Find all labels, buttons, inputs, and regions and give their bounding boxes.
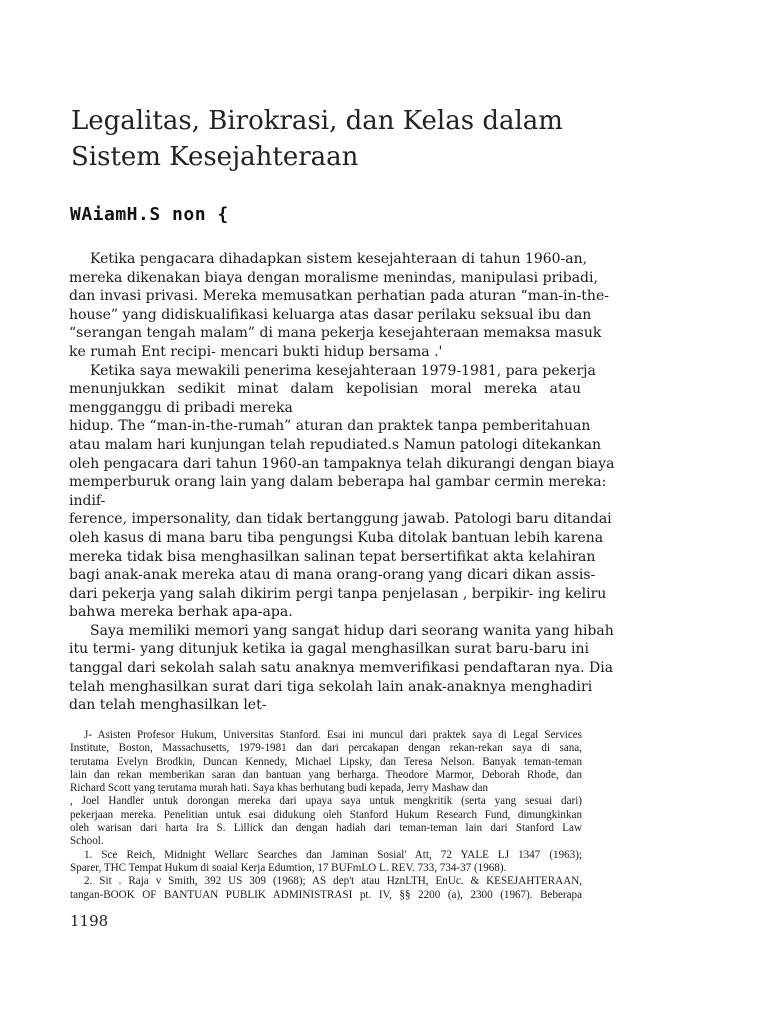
body-line: dari pekerja yang salah dikirim pergi tanpa penjelasan , berpikir- ing keliru xyxy=(69,585,607,602)
footnote-line: Sparer, THC Tempat Hukum di soaial Kerja Edumtion, 17 BUFmLO L. REV. 733, 734-37 (1968). xyxy=(70,861,507,874)
body-line: oleh pengacara dari tahun 1960-an tampaknya telah dikurangi dengan biaya xyxy=(69,455,615,472)
body-line: oleh kasus di mana baru tiba pengungsi Kuba ditolak bantuan lebih karena xyxy=(69,529,604,546)
title-line: Sistem Kesejahteraan xyxy=(71,142,359,172)
body-line: hidup. The “man-in-the-rumah” aturan dan praktek tanpa pemberitahuan xyxy=(69,418,591,435)
body-line: ference, impersonality, dan tidak bertanggung jawab. Patologi baru ditandai xyxy=(69,511,612,528)
footnote-line: 1. Sce Reich, Midnight Wellarc Searches dan Jaminan Sosial' Att, 72 YALE LJ 1347 (1963); xyxy=(84,848,582,861)
body-line: Saya memiliki memori yang sangat hidup dari seorang wanita yang hibah xyxy=(90,622,614,639)
footnote-line: lain dan rekan memberikan saran dan bantuan yang berharga. Theodore Marmor, Deborah Rhode, dan xyxy=(70,768,582,781)
body-line: menunjukkan sedikit minat dalam kepolisian moral mereka atau xyxy=(69,381,581,398)
page-number: 1198 xyxy=(70,912,109,930)
body-line: Ketika saya mewakili penerima kesejahteraan 1979-1981, para pekerja xyxy=(90,362,596,379)
footnote-line: Richard Scott yang terutama murah hati. Saya khas berhutang budi kepada, Jerry Mashaw dan xyxy=(70,782,489,795)
footnote-line: Institute, Boston, Massachusetts, 1979-1981 dan dari percakapan dengan rekan-rekan saya di sana, xyxy=(70,742,582,755)
body-line: itu termi- yang ditunjuk ketika ia gagal menghasilkan surat baru-baru ini xyxy=(69,641,589,658)
body-line: atau malam hari kunjungan telah repudiated.s Namun patologi ditekankan xyxy=(69,436,602,453)
footnote-line: tangan-BOOK OF BANTUAN PUBLIK ADMINISTRASI pt. IV, §§ 2200 (a), 2300 (1967). Beberapa xyxy=(70,888,582,901)
body-line: tanggal dari sekolah salah satu anaknya memverifikasi pendaftaran nya. Dia xyxy=(69,660,614,677)
body-line: mereka tidak bisa menghasilkan salinan tepat bersertifikat akta kelahiran xyxy=(69,548,596,565)
body-line: dan telah menghasilkan let- xyxy=(69,697,267,714)
footnote-line: J- Asisten Profesor Hukum, Universitas Stanford. Esai ini muncul dari praktek saya di Legal Services xyxy=(84,729,582,741)
body-line: bahwa mereka berhak apa-apa. xyxy=(69,604,293,621)
body-line: mereka dikenakan biaya dengan moralisme menindas, manipulasi pribadi, xyxy=(69,269,598,286)
article-title xyxy=(71,103,711,175)
body-line: Ketika pengacara dihadapkan sistem kesejahteraan di tahun 1960-an, xyxy=(90,251,588,267)
footnote-line: pekerjaan mereka. Penelitian untuk esai didukung oleh Stanford Hukum Research Fund, dimungkinkan xyxy=(70,808,582,821)
body-line: memperburuk orang lain yang dalam beberapa hal gambar cermin mereka: xyxy=(69,474,607,491)
footnote-line: , Joel Handler untuk dorongan mereka dari upaya saya untuk mengkritik (serta yang sesuai dari) xyxy=(70,795,582,808)
body-text xyxy=(69,250,615,715)
footnote-line: 2. Sit . Raja v Smith, 392 US 309 (1968); AS dep't atau HznLTH, EnUc. & KESEJAHTERAAN, xyxy=(84,875,582,888)
footnotes xyxy=(70,729,582,902)
body-line: mengganggu di pribadi mereka xyxy=(69,399,293,416)
body-line: dan invasi privasi. Mereka memusatkan perhatian pada aturan “man-in-the- xyxy=(69,288,609,305)
body-line: ke rumah Ent recipi- mencari bukti hidup bersama .' xyxy=(69,343,443,360)
footnote-line: terutama Evelyn Brodkin, Duncan Kennedy, Michael Lipsky, dan Teresa Nelson. Banyak teman-teman xyxy=(70,755,582,768)
footnote-line: oleh warisan dari harta Ira S. Lillick dan dengan hadiah dari teman-teman lain dari Stanford Law xyxy=(70,822,582,835)
footnote-line: School. xyxy=(70,835,104,848)
body-line: telah menghasilkan surat dari tiga sekolah lain anak-anaknya menghadiri xyxy=(69,678,593,695)
body-line: house” yang didiskualifikasi keluarga atas dasar perilaku seksual ibu dan xyxy=(69,306,592,323)
author-name: WAiamH.S non { xyxy=(70,204,229,225)
title-line: Legalitas, Birokrasi, dan Kelas dalam xyxy=(71,106,563,136)
body-line: “serangan tengah malam” di mana pekerja kesejahteraan memaksa masuk xyxy=(69,325,602,342)
body-line: indif- xyxy=(69,492,106,509)
body-line: bagi anak-anak mereka atau di mana orang-orang yang dicari dikan assis- xyxy=(69,567,596,584)
